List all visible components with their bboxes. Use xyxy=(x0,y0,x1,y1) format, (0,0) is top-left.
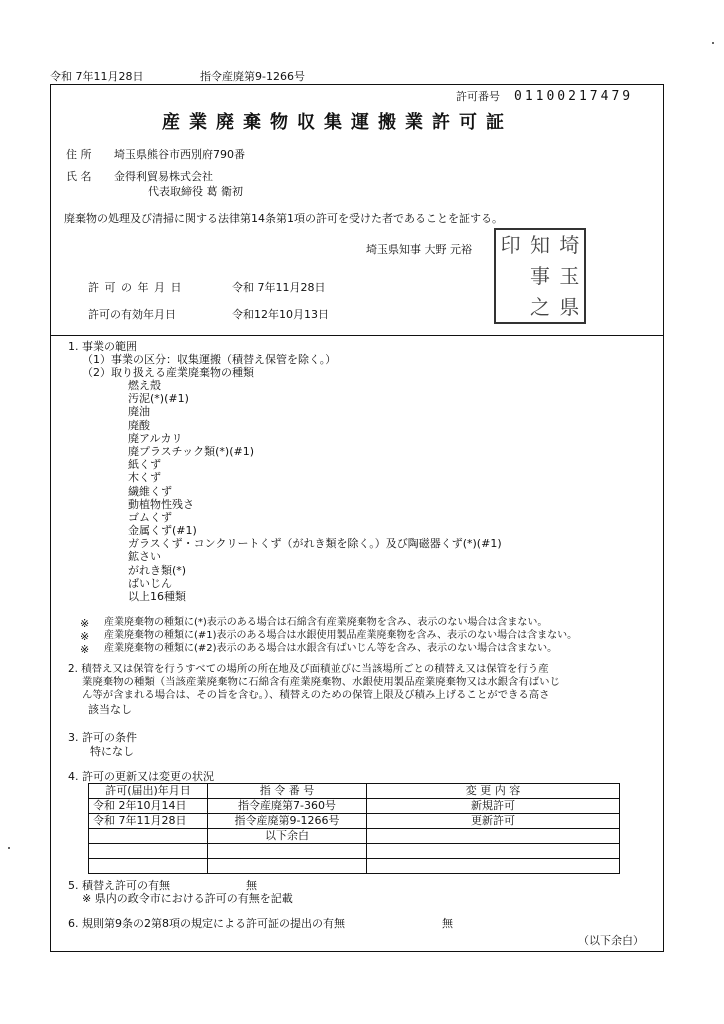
expiry-date: 令和12年10月13日 xyxy=(232,308,329,321)
permit-conditions: 特になし xyxy=(90,745,134,758)
expiry-date-label: 許可の有効年月日 xyxy=(88,308,176,321)
table-cell xyxy=(367,844,620,859)
note-mark: ※ xyxy=(80,643,90,656)
table-cell xyxy=(208,844,367,859)
seal-char: 之 xyxy=(530,294,550,319)
list-item: 廃プラスチック類(*)(#1) xyxy=(128,444,255,458)
address-label: 住 所 xyxy=(66,148,92,161)
seal-char: 知 xyxy=(530,233,550,258)
scan-speck xyxy=(712,42,714,44)
header-date: 令和 7年11月28日 xyxy=(50,70,144,83)
transshipment-value: 無 xyxy=(246,879,257,892)
list-item: 繊維くず xyxy=(128,484,172,498)
permit-number-label: 許可番号 xyxy=(456,90,500,103)
issue-date-label: 許 可 の 年 月 日 xyxy=(88,281,183,294)
table-cell xyxy=(208,859,367,874)
mercury-dust-note: 産業廃棄物の種類に(#2)表示のある場合は水銀含有ばいじん等を含み、表示のない場合は含まない。 xyxy=(104,643,558,654)
table-header-row xyxy=(89,784,620,799)
page-title: 産業廃棄物収集運搬業許可証 xyxy=(162,112,513,133)
address-value: 埼玉県熊谷市西別府790番 xyxy=(114,148,245,161)
seal-char: 印 xyxy=(500,233,521,258)
issue-date: 令和 7年11月28日 xyxy=(232,281,326,294)
waste-type-list xyxy=(128,379,502,603)
column-header: 変 更 内 容 xyxy=(367,784,620,799)
seal-char: 埼 xyxy=(559,233,580,258)
table-cell xyxy=(367,859,620,874)
waste-types-heading: （2）取り扱える産業廃棄物の種類 xyxy=(82,366,254,379)
section1-heading: 1. 事業の範囲 xyxy=(68,340,137,353)
list-item: がれき類(*) xyxy=(128,563,187,577)
table-cell xyxy=(89,844,208,859)
renewal-history-table xyxy=(88,783,620,874)
table-cell xyxy=(367,829,620,844)
issuer-name: 埼玉県知事 大野 元裕 xyxy=(366,243,472,256)
table-row xyxy=(89,859,620,874)
table-cell: 指令産廃第9-1266号 xyxy=(208,814,367,829)
end-of-document: （以下余白） xyxy=(578,934,644,947)
permit-number: 01100217479 xyxy=(514,89,634,104)
section2-line1: 2. 積替え又は保管を行うすべての場所の所在地及び面積並びに当該場所ごとの積替え又は保管を行う産 xyxy=(68,663,549,675)
section2-line2: 業廃棄物の種類（当該産業廃棄物に石綿含有産業廃棄物、水銀使用製品産業廃棄物又は水銀含有ばいじ xyxy=(82,676,560,688)
seal-char: 県 xyxy=(559,294,580,319)
column-header: 許可(届出)年月日 xyxy=(89,784,208,799)
section4-heading: 4. 許可の更新又は変更の状況 xyxy=(68,770,214,783)
frame-divider xyxy=(50,335,664,336)
table-cell: 令和 7年11月28日 xyxy=(89,814,208,829)
section2-line3: ん等が含まれる場合は、その旨を含む。）、積替えのための保管上限及び積み上げることができる高さ xyxy=(82,689,550,701)
list-item: 廃油 xyxy=(128,405,150,419)
section5-heading: 5. 積替え許可の有無 xyxy=(68,879,170,892)
list-item: 紙くず xyxy=(128,458,161,472)
asbestos-note: 産業廃棄物の種類に(*)表示のある場合は石綿含有産業廃棄物を含み、表示のない場合は含まない。 xyxy=(104,617,548,628)
table-row xyxy=(89,814,620,829)
list-item: ゴムくず xyxy=(128,510,172,524)
list-item: 木くず xyxy=(128,471,161,485)
list-item: 鉱さい xyxy=(128,550,161,564)
header-directive-number: 指令産廃第9-1266号 xyxy=(200,70,305,83)
list-item: 汚泥(*)(#1) xyxy=(128,392,189,406)
seal-char: 玉 xyxy=(559,263,580,288)
submission-value: 無 xyxy=(442,917,453,930)
certification-statement: 廃棄物の処理及び清掃に関する法律第14条第1項の許可を受けた者であることを証する。 xyxy=(64,212,503,225)
section5-note: ※ 県内の政令市における許可の有無を記載 xyxy=(82,892,293,905)
section3-heading: 3. 許可の条件 xyxy=(68,731,137,744)
table-cell: 更新許可 xyxy=(367,814,620,829)
table-row xyxy=(89,829,620,844)
business-category: （1）事業の区分：収集運搬（積替え保管を除く。） xyxy=(82,353,337,366)
company-name: 金得利貿易株式会社 xyxy=(114,170,213,183)
column-header: 指 令 番 号 xyxy=(208,784,367,799)
note-mark: ※ xyxy=(80,617,90,630)
list-item: 金属くず(#1) xyxy=(128,524,197,538)
table-row xyxy=(89,844,620,859)
representative-name: 代表取締役 葛 衛初 xyxy=(148,185,243,198)
list-item: 廃酸 xyxy=(128,418,150,432)
list-item: ガラスくず・コンクリートくず（がれき類を除く。）及び陶磁器くず(*)(#1) xyxy=(128,537,502,551)
official-seal-stamp xyxy=(494,228,586,324)
table-cell: 以下余白 xyxy=(208,829,367,844)
seal-char: 事 xyxy=(530,263,550,288)
table-cell: 新規許可 xyxy=(367,799,620,814)
section6-heading: 6. 規則第9条の2第8項の規定による許可証の提出の有無 xyxy=(68,917,345,930)
table-cell xyxy=(89,859,208,874)
table-cell: 指令産廃第7-360号 xyxy=(208,799,367,814)
scan-speck xyxy=(8,847,10,849)
waste-count-total: 以上16種類 xyxy=(128,590,186,603)
mercury-product-note: 産業廃棄物の種類に(#1)表示のある場合は水銀使用製品産業廃棄物を含み、表示のない場合は含まない。 xyxy=(104,630,578,641)
table-cell: 令和 2年10月14日 xyxy=(89,799,208,814)
list-item: 動植物性残さ xyxy=(128,497,194,511)
section2-value: 該当なし xyxy=(88,703,132,716)
list-item: 廃アルカリ xyxy=(128,431,183,445)
table-row xyxy=(89,799,620,814)
list-item: 燃え殻 xyxy=(128,379,161,392)
table-cell xyxy=(89,829,208,844)
note-mark: ※ xyxy=(80,630,90,643)
name-label: 氏 名 xyxy=(66,170,92,183)
list-item: ばいじん xyxy=(128,576,172,590)
